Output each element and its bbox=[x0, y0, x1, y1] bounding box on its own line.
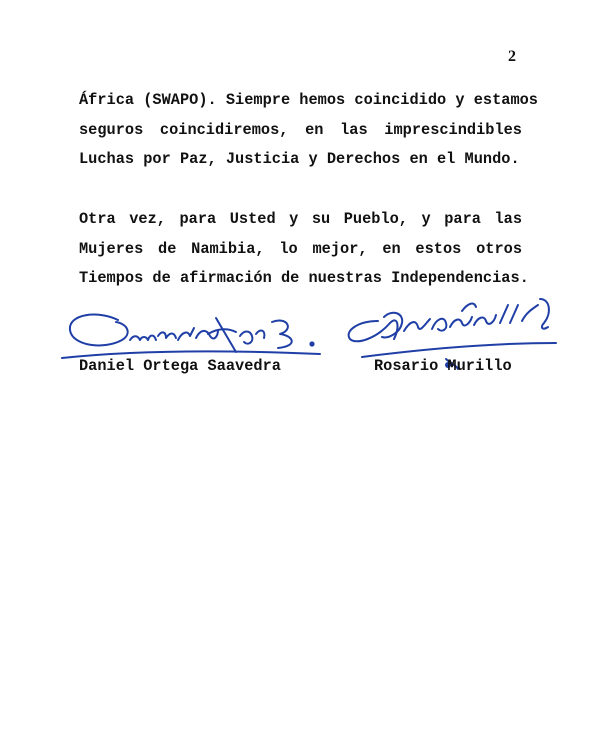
paragraph-1 bbox=[79, 86, 538, 175]
text-line: Tiempos de afirmación de nuestras Independencias. bbox=[79, 269, 529, 287]
text-line: África (SWAPO). Siempre hemos coincidido y estamos bbox=[79, 91, 538, 109]
signatory-name-ortega: Daniel Ortega Saavedra bbox=[79, 357, 281, 375]
text-line: Luchas por Paz, Justicia y Derechos en el Mundo. bbox=[79, 150, 520, 168]
text-line: seguros coincidiremos, en las imprescindibles bbox=[79, 120, 522, 139]
text-line: Otra vez, para Usted y su Pueblo, y para las bbox=[79, 210, 522, 228]
text-line: Mujeres de Namibia, lo mejor, en estos otros bbox=[79, 239, 522, 258]
signature-ortega bbox=[58, 306, 328, 362]
signatory-name-murillo: Rosario Murillo bbox=[374, 357, 512, 375]
page-number: 2 bbox=[508, 48, 516, 65]
paragraph-2 bbox=[79, 205, 529, 294]
